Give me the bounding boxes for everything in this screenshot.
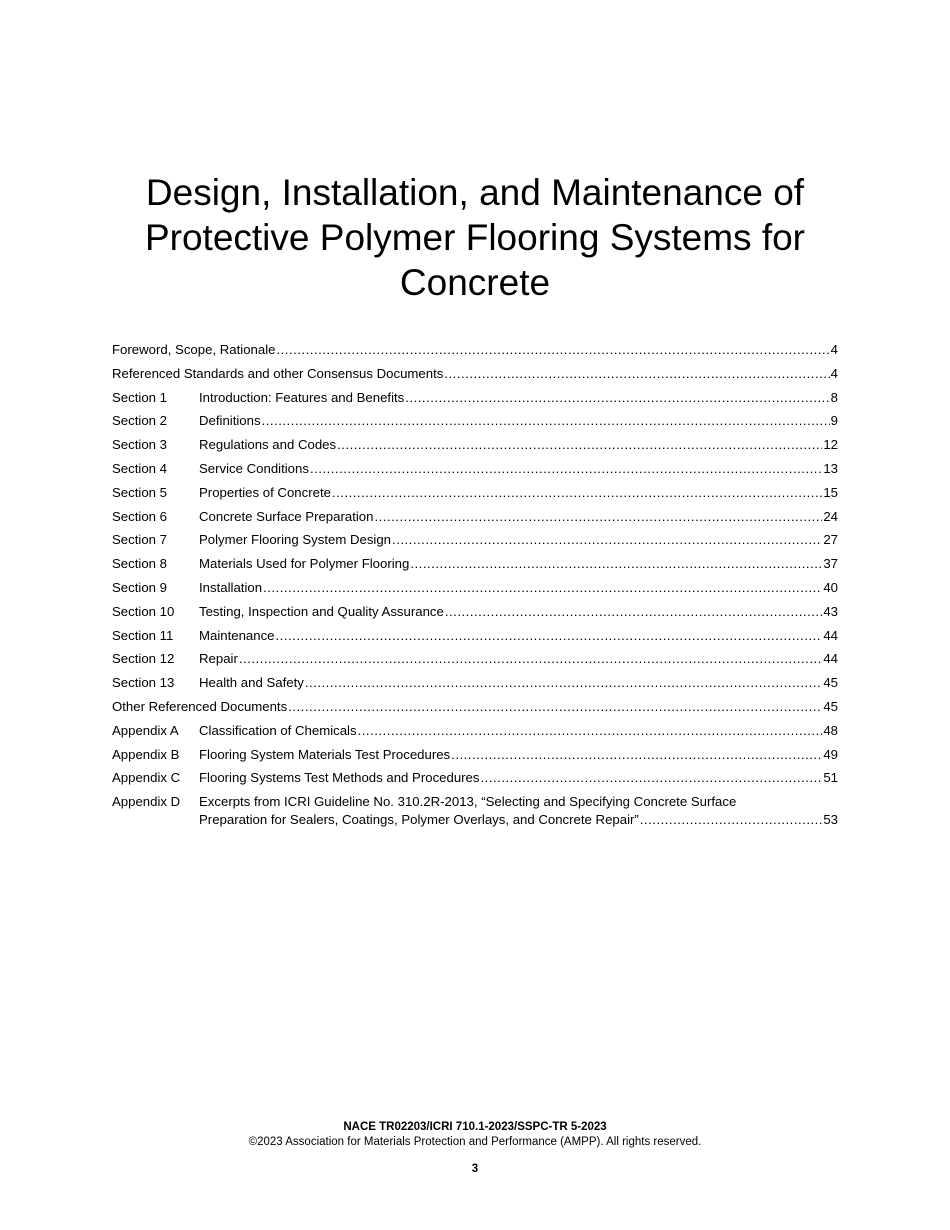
toc-entry-page: 43	[823, 603, 838, 619]
toc-entry-label: Section 4	[112, 460, 167, 476]
toc-entry-title: Service Conditions	[199, 460, 309, 476]
toc-entry[interactable]	[112, 531, 838, 555]
page-title: Design, Installation, and Maintenance of Protective Polymer Flooring Systems for Concrete	[144, 172, 806, 303]
toc-dot-leader	[263, 579, 822, 597]
toc-entry-page: 51	[823, 770, 838, 786]
toc-dot-leader	[392, 531, 822, 549]
toc-entry-label: Section 2	[112, 413, 167, 429]
toc-entry-title: Health and Safety	[199, 675, 304, 691]
toc-entry-page: 44	[823, 651, 838, 667]
toc-dot-leader	[374, 508, 822, 526]
toc-entry-title-continued: Preparation for Sealers, Coatings, Polymer Overlays, and Concrete Repair”	[199, 812, 639, 828]
toc-entry[interactable]	[112, 365, 838, 389]
toc-entry-page: 24	[823, 508, 838, 524]
toc-entry-label: Section 9	[112, 579, 167, 595]
toc-entry[interactable]	[112, 769, 838, 793]
toc-entry-label: Section 6	[112, 508, 167, 524]
toc-entry-page: 4	[830, 342, 838, 357]
toc-entry-page: 53	[823, 812, 838, 828]
toc-entry-label: Section 8	[112, 556, 167, 572]
toc-dot-leader	[337, 436, 822, 454]
toc-entry-label: Section 12	[112, 651, 175, 667]
toc-entry[interactable]	[112, 412, 838, 436]
toc-entry-page: 45	[823, 698, 838, 714]
toc-dot-leader	[288, 698, 822, 716]
toc-entry-label: Appendix C	[112, 770, 181, 786]
toc-dot-leader	[410, 555, 822, 573]
toc-dot-leader	[481, 769, 823, 787]
toc-entry[interactable]	[112, 627, 838, 651]
toc-entry[interactable]	[112, 698, 838, 722]
toc-entry-title: Foreword, Scope, Rationale	[112, 342, 276, 357]
toc-entry-title: Flooring Systems Test Methods and Procedures	[199, 770, 480, 786]
toc-entry-title: Installation	[199, 579, 263, 595]
toc-entry-label: Section 13	[112, 675, 175, 691]
toc-entry[interactable]	[112, 603, 838, 627]
toc-entry-page: 9	[830, 413, 838, 429]
toc-entry[interactable]	[112, 341, 838, 365]
toc-entry[interactable]	[112, 508, 838, 532]
toc-entry-title: Maintenance	[199, 627, 275, 643]
toc-dot-leader	[445, 603, 822, 621]
toc-entry-page: 12	[823, 437, 838, 453]
toc-dot-leader	[310, 460, 822, 478]
toc-dot-leader	[451, 746, 822, 764]
page-footer	[0, 1120, 950, 1177]
toc-entry-page: 4	[830, 365, 838, 381]
toc-entry[interactable]	[112, 650, 838, 674]
toc-entry-page: 40	[823, 579, 838, 595]
toc-entry-title: Regulations and Codes	[199, 437, 337, 453]
footer-document-number: NACE TR02203/ICRI 710.1-2023/SSPC-TR 5-2023	[343, 1121, 607, 1133]
toc-entry[interactable]	[112, 746, 838, 770]
toc-entry-page: 37	[823, 556, 838, 572]
toc-entry[interactable]	[112, 436, 838, 460]
toc-dot-leader	[239, 650, 822, 668]
toc-entry[interactable]	[112, 389, 838, 413]
toc-dot-leader	[276, 627, 823, 645]
toc-entry-label: Section 1	[112, 389, 167, 405]
toc-entry-label: Section 5	[112, 484, 167, 500]
toc-dot-leader	[305, 674, 822, 692]
toc-dot-leader	[640, 811, 823, 829]
toc-entry-title: Concrete Surface Preparation	[199, 508, 374, 524]
footer-page-number: 3	[471, 1163, 479, 1175]
toc-entry-title: Classification of Chemicals	[199, 722, 357, 738]
toc-entry-page: 13	[823, 460, 838, 476]
toc-entry-page: 27	[823, 532, 838, 548]
toc-entry[interactable]	[112, 674, 838, 698]
toc-entry-page: 44	[823, 627, 838, 643]
toc-entry-title: Properties of Concrete	[199, 484, 331, 500]
toc-entry[interactable]	[112, 722, 838, 746]
toc-entry-title: Excerpts from ICRI Guideline No. 310.2R-2013, “Selecting and Specifying Concrete Surface	[199, 794, 737, 810]
toc-entry-title: Materials Used for Polymer Flooring	[199, 556, 410, 572]
toc-entry[interactable]	[112, 579, 838, 603]
toc-entry-label: Appendix D	[112, 794, 181, 810]
toc-entry-title: Introduction: Features and Benefits	[199, 389, 405, 405]
toc-dot-leader	[276, 341, 829, 359]
toc-entry-label: Section 10	[112, 603, 175, 619]
toc-entry-label: Appendix A	[112, 722, 179, 738]
toc-entry[interactable]	[112, 555, 838, 579]
toc-dot-leader	[444, 365, 829, 383]
toc-entry-label: Section 3	[112, 437, 167, 453]
table-of-contents	[112, 341, 838, 829]
toc-entry-title: Repair	[199, 651, 238, 667]
toc-entry-title: Flooring System Materials Test Procedures	[199, 746, 451, 762]
toc-entry-title: Definitions	[199, 413, 261, 429]
toc-entry-label: Section 11	[112, 627, 174, 643]
footer-copyright: ©2023 Association for Materials Protection and Performance (AMPP). All rights reserved.	[248, 1136, 702, 1148]
toc-entry[interactable]	[112, 460, 838, 484]
toc-entry-title: Referenced Standards and other Consensus Documents	[112, 365, 444, 381]
toc-dot-leader	[262, 412, 830, 430]
toc-entry-page: 48	[823, 722, 838, 738]
toc-dot-leader	[332, 484, 822, 502]
toc-entry-title: Polymer Flooring System Design	[199, 532, 392, 548]
toc-entry-page: 49	[823, 746, 838, 762]
toc-entry-title: Testing, Inspection and Quality Assurance	[199, 603, 444, 619]
toc-entry-page: 8	[830, 389, 838, 405]
toc-entry-title: Other Referenced Documents	[112, 698, 288, 714]
toc-dot-leader	[405, 389, 829, 407]
toc-dot-leader	[358, 722, 823, 740]
toc-entry[interactable]	[112, 484, 838, 508]
toc-entry-label: Section 7	[112, 532, 167, 548]
toc-entry-label: Appendix B	[112, 746, 180, 762]
toc-entry-page: 45	[823, 675, 838, 691]
toc-entry[interactable]	[112, 793, 838, 829]
toc-entry-page: 15	[823, 484, 838, 500]
